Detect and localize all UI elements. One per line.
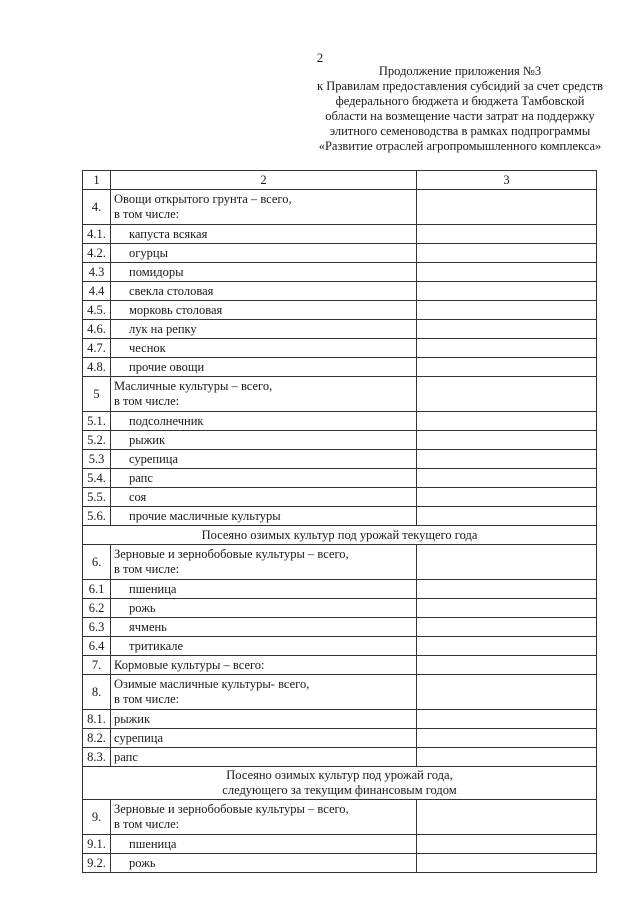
value-cell (417, 320, 597, 339)
row-number: 5.2. (83, 431, 111, 450)
table-row (83, 244, 597, 263)
row-number: 5 (83, 377, 111, 412)
value-cell (417, 637, 597, 656)
table-row (83, 320, 597, 339)
row-number: 5.6. (83, 507, 111, 526)
row-number: 4.8. (83, 358, 111, 377)
value-cell (417, 244, 597, 263)
row-number: 6.4 (83, 637, 111, 656)
row-number: 8.2. (83, 729, 111, 748)
row-label-line: в том числе: (114, 817, 180, 831)
row-number: 9.2. (83, 854, 111, 873)
value-cell (417, 431, 597, 450)
value-cell (417, 377, 597, 412)
value-cell (417, 190, 597, 225)
value-cell (417, 618, 597, 637)
row-number: 9. (83, 800, 111, 835)
section-title-line: следующего за текущим финансовым годом (222, 783, 457, 797)
row-number: 6.1 (83, 580, 111, 599)
row-number: 4.3 (83, 263, 111, 282)
row-label: свекла столовая (111, 282, 417, 301)
header-line: федерального бюджета и бюджета Тамбовской (335, 94, 585, 108)
value-cell (417, 580, 597, 599)
header-line: Продолжение приложения №3 (378, 64, 542, 78)
appendix-header (290, 64, 630, 154)
column-header: 2 (111, 171, 417, 190)
row-label: рожь (111, 854, 417, 873)
row-label: рапс (111, 748, 417, 767)
header-line: к Правилам предоставления субсидий за счет средств (317, 79, 603, 93)
row-number: 6. (83, 545, 111, 580)
row-number: 8. (83, 675, 111, 710)
row-label-line: в том числе: (114, 562, 180, 576)
row-label-line: в том числе: (114, 394, 180, 408)
table-row (83, 675, 597, 710)
row-number: 6.3 (83, 618, 111, 637)
table-row (83, 469, 597, 488)
section-header-row (83, 526, 597, 545)
header-line: «Развитие отраслей агропромышленного комплекса» (318, 139, 602, 153)
row-label (111, 800, 417, 835)
row-label: рыжик (111, 431, 417, 450)
row-number: 9.1. (83, 835, 111, 854)
row-label-line: Овощи открытого грунта – всего, (114, 192, 292, 206)
value-cell (417, 710, 597, 729)
row-label: морковь столовая (111, 301, 417, 320)
row-number: 5.4. (83, 469, 111, 488)
value-cell (417, 835, 597, 854)
table-row (83, 656, 597, 675)
table-row (83, 301, 597, 320)
row-label: капуста всякая (111, 225, 417, 244)
table-row (83, 488, 597, 507)
row-number: 8.1. (83, 710, 111, 729)
table-row (83, 450, 597, 469)
row-label: пшеница (111, 835, 417, 854)
row-label: сурепица (111, 450, 417, 469)
row-label: подсолнечник (111, 412, 417, 431)
table-row (83, 225, 597, 244)
table-row (83, 507, 597, 526)
table-row (83, 618, 597, 637)
row-number: 4.4 (83, 282, 111, 301)
value-cell (417, 800, 597, 835)
value-cell (417, 412, 597, 431)
row-label: сурепица (111, 729, 417, 748)
section-header-row (83, 767, 597, 800)
row-label-line: в том числе: (114, 207, 180, 221)
row-label: Кормовые культуры – всего: (111, 656, 417, 675)
row-label-line: Озимые масличные культуры- всего, (114, 677, 310, 691)
row-label-line: Масличные культуры – всего, (114, 379, 273, 393)
row-label: огурцы (111, 244, 417, 263)
value-cell (417, 469, 597, 488)
value-cell (417, 729, 597, 748)
row-number: 4.5. (83, 301, 111, 320)
row-number: 5.5. (83, 488, 111, 507)
row-number: 5.3 (83, 450, 111, 469)
table-row (83, 431, 597, 450)
table-row (83, 599, 597, 618)
row-label-line: Зерновые и зернобобовые культуры – всего, (114, 547, 349, 561)
value-cell (417, 339, 597, 358)
row-label-line: Зерновые и зернобобовые культуры – всего, (114, 802, 349, 816)
table-row (83, 580, 597, 599)
value-cell (417, 748, 597, 767)
column-header: 1 (83, 171, 111, 190)
row-label: рожь (111, 599, 417, 618)
value-cell (417, 358, 597, 377)
table-row (83, 263, 597, 282)
row-label (111, 190, 417, 225)
row-number: 5.1. (83, 412, 111, 431)
table-row (83, 800, 597, 835)
row-number: 8.3. (83, 748, 111, 767)
value-cell (417, 450, 597, 469)
row-label (111, 545, 417, 580)
row-number: 4.1. (83, 225, 111, 244)
row-number: 4.6. (83, 320, 111, 339)
row-number: 6.2 (83, 599, 111, 618)
table-row (83, 339, 597, 358)
row-label: ячмень (111, 618, 417, 637)
row-label: помидоры (111, 263, 417, 282)
header-line: элитного семеноводства в рамках подпрограммы (329, 124, 591, 138)
row-label: тритикале (111, 637, 417, 656)
table-row (83, 710, 597, 729)
value-cell (417, 507, 597, 526)
table-row (83, 377, 597, 412)
section-title (83, 767, 597, 800)
table-row (83, 412, 597, 431)
row-label (111, 675, 417, 710)
table-row (83, 545, 597, 580)
row-label: рыжик (111, 710, 417, 729)
value-cell (417, 656, 597, 675)
table-row (83, 190, 597, 225)
section-title: Посеяно озимых культур под урожай текущего года (83, 526, 597, 545)
row-number: 7. (83, 656, 111, 675)
header-line: области на возмещение части затрат на поддержку (325, 109, 595, 123)
value-cell (417, 263, 597, 282)
row-label-line: в том числе: (114, 692, 180, 706)
value-cell (417, 488, 597, 507)
column-header: 3 (417, 171, 597, 190)
table-row (83, 358, 597, 377)
page-number: 2 (316, 50, 324, 65)
table-row (83, 282, 597, 301)
table-row (83, 835, 597, 854)
row-label: прочие масличные культуры (111, 507, 417, 526)
value-cell (417, 225, 597, 244)
row-label: лук на репку (111, 320, 417, 339)
row-label (111, 377, 417, 412)
row-number: 4.7. (83, 339, 111, 358)
value-cell (417, 854, 597, 873)
row-label: пшеница (111, 580, 417, 599)
row-label: рапс (111, 469, 417, 488)
row-number: 4.2. (83, 244, 111, 263)
table-row (83, 729, 597, 748)
table-header-row (83, 171, 597, 190)
value-cell (417, 282, 597, 301)
value-cell (417, 545, 597, 580)
value-cell (417, 599, 597, 618)
section-title-line: Посеяно озимых культур под урожай года, (226, 768, 453, 782)
table-row (83, 637, 597, 656)
row-number: 4. (83, 190, 111, 225)
table-row (83, 854, 597, 873)
value-cell (417, 301, 597, 320)
row-label: соя (111, 488, 417, 507)
value-cell (417, 675, 597, 710)
table-row (83, 748, 597, 767)
crop-table (82, 170, 597, 873)
row-label: прочие овощи (111, 358, 417, 377)
row-label: чеснок (111, 339, 417, 358)
